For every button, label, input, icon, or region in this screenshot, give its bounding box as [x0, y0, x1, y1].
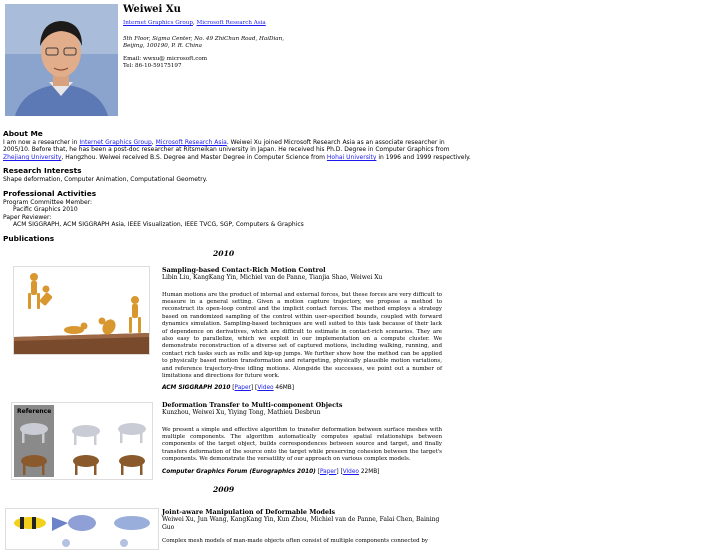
publications-heading: Publications: [3, 234, 55, 243]
about-text-5: in 1996 and 1999 respectively.: [376, 153, 471, 161]
about-text-3: . Weiwei Xu joined Microsoft Research Asia as an associate researcher in 2005/10. Before that, he has been a post-doc researcher at Ritsmeikan university in Japan. He received his Ph.D. Degree in Computer Graphics from: [3, 139, 450, 154]
paper-1-title: Sampling-based Contact-Rich Motion Control: [162, 266, 326, 274]
paper-1-venue-line: ACM SIGGRAPH 2010 [Paper] [Video 46MB]: [162, 385, 295, 392]
about-heading: About Me: [3, 129, 43, 138]
email: Email: wwxu@ microsoft.com: [123, 56, 208, 62]
profile-name: Weiwei Xu: [123, 4, 181, 15]
profile-photo: [5, 4, 118, 116]
reviewer-label: Paper Reviewer:: [3, 213, 52, 221]
zju-link[interactable]: Zhejiang University: [3, 153, 62, 161]
group-link[interactable]: Internet Graphics Group: [123, 20, 193, 26]
paper-3-thumbnail[interactable]: [5, 508, 159, 550]
paper-2: [162, 401, 447, 476]
pc-items: Pacific Graphics 2010: [13, 206, 78, 214]
paper-2-thumbnail[interactable]: [11, 402, 153, 480]
about-text: [3, 139, 473, 161]
hohai-link[interactable]: Hohai University: [326, 153, 377, 161]
reviewer-items: ACM SIGGRAPH, ACM SIGGRAPH Asia, IEEE Visualization, IEEE TVCG, SGP, Computers & Graphics: [13, 221, 304, 229]
paper-1: [162, 266, 447, 392]
paper-2-venue: Computer Graphics Forum (Eurographics 2010): [162, 468, 316, 475]
interests-heading: Research Interests: [3, 166, 82, 175]
pc-label: Program Committee Member:: [3, 199, 93, 206]
about-group-link[interactable]: Internet Graphics Group: [79, 139, 152, 146]
org-link[interactable]: Microsoft Research Asia: [196, 20, 266, 26]
year-2010-heading: 2010: [213, 249, 235, 258]
paper-2-abstract: We present a simple and effective algorithm to transfer deformation between surface meshes with multiple components. The algorithm automatically computes spatial relationships between components of the target object, builds correspondences between source and target, and finally transfers deformation of the source onto the target while preserving cohesion between the target's components. We demonstrate the versatility of our approach on various complex models.: [162, 426, 442, 463]
paper-2-thumb-label: Reference: [17, 408, 52, 415]
about-text-1: I am now a researcher in: [3, 139, 80, 146]
paper-1-authors: Libin Liu, KangKang Yin, Michiel van de Panne, Tianjia Shao, Weiwei Xu: [162, 274, 383, 281]
address: [123, 36, 284, 50]
about-org-link[interactable]: Microsoft Research Asia: [155, 139, 227, 146]
affiliation: Internet Graphics Group, Microsoft Research Asia: [123, 20, 266, 26]
address-line-2: Beijing, 100190, P. R. China: [123, 43, 202, 49]
paper-1-paper-link[interactable]: Paper: [234, 385, 251, 392]
address-line-1: 5th Floor, Sigma Center, No. 49 ZhiChun Road, HaiDian,: [123, 36, 284, 42]
paper-3-authors: Weiwei Xu, Jun Wang, KangKang Yin, Kun Zhou, Michiel van de Panne, Falai Chen, Baining Guo: [162, 516, 440, 531]
paper-1-thumbnail[interactable]: [13, 266, 150, 355]
interests-text: Shape deformation, Computer Animation, Computational Geometry.: [3, 176, 208, 183]
paper-2-video-link[interactable]: Video: [342, 468, 359, 475]
paper-1-video-size: 46MB]: [273, 385, 295, 392]
paper-2-video-size: 22MB]: [358, 468, 380, 475]
activities-heading: Professional Activities: [3, 189, 97, 198]
paper-2-authors: Kunzhou, Weiwei Xu, Yiying Tong, Mathieu Desbrun: [162, 409, 321, 416]
activities: [3, 199, 304, 229]
paper-2-title: Deformation Transfer to Multi-component Objects: [162, 401, 343, 409]
paper-1-venue: ACM SIGGRAPH 2010: [162, 385, 231, 392]
telephone: Tel: 86-10-59175197: [123, 63, 182, 69]
about-text-4: , Hangzhou. Weiwei received B.S. Degree and Master Degree in Computer Science from: [61, 153, 327, 161]
paper-2-paper-link[interactable]: Paper: [319, 468, 337, 475]
paper-1-abstract: Human motions are the product of internal and external forces, but these forces are very difficult to measure in a general setting. Given a motion capture trajectory, we propose a method to reconstruct its open-loop control and the implicit contact forces. The method employs a strategy based on randomized sampling of the control within user-specified bounds, coupled with forward dynamics simulation. Sampling-based techniques are well suited to this task because of their lack of dependence on derivatives, which are difficult to estimate in contact-rich scenarios. They are also easy to parallelize, which we exploit in our implementation on a compute cluster. We demonstrate reconstruction of a diverse set of captured motions, including walking, running, and contact rich tasks such as rolls and kip-up jumps. We further show how the method can be applied to physically based motion transformation and retargeting, physically plausible motion variations, and reference trajectory-free idling motions. Alongside the successes, we point out a number of limitations and directions for future work.: [162, 291, 442, 379]
year-2009-heading: 2009: [213, 485, 235, 494]
paper-3-abstract: Complex mesh models of man-made objects often consist of multiple components connected by: [162, 538, 428, 544]
paper-1-video-link[interactable]: Video: [257, 385, 274, 392]
about-text-2: ,: [151, 139, 156, 146]
paper-3: [162, 508, 447, 545]
paper-2-venue-line: Computer Graphics Forum (Eurographics 2010) [Paper] [Video 22MB]: [162, 468, 380, 475]
contact: [123, 56, 207, 70]
paper-3-title: Joint-aware Manipulation of Deformable Models: [162, 508, 336, 516]
